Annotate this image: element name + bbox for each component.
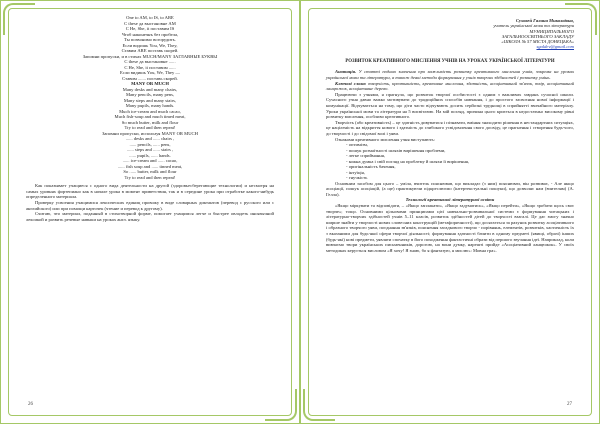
author-block bbox=[326, 18, 574, 50]
left-page-content bbox=[26, 15, 274, 222]
poem-block-1 bbox=[26, 15, 274, 54]
keywords-label: Ключові слова: bbox=[335, 80, 367, 86]
poem-line: С He, She, it поставим ...... bbox=[124, 64, 176, 70]
poem-line: Чтоб наконечнъ без пробела, bbox=[121, 31, 179, 37]
poem-line: One to AM, to IS, to ARE bbox=[126, 15, 174, 20]
list-item: - пошук розмаїтності шляхів вирішення проблеми, bbox=[346, 148, 574, 154]
body-paragraph: Ознаками креативного мислення учня виступають: bbox=[335, 136, 435, 142]
corner-ornament bbox=[303, 389, 335, 421]
list-item: - гнучкість bbox=[346, 175, 574, 181]
author-line: МУНИЦИПАЛЬНОГО bbox=[529, 28, 574, 34]
poem-line: ...... fish soup and ...... tinned meat, bbox=[117, 163, 183, 169]
poem-line: Try to read and then repeat! bbox=[124, 125, 176, 131]
poem-line: Many pupils, many hands. bbox=[125, 103, 175, 109]
exercise-heading: Запомни пропуски, и в стихах MUCH/MANY ЗАГЛАВНЫЕ БУКВЫ bbox=[82, 53, 218, 59]
poem-line: Try to read and then repeat! bbox=[124, 174, 176, 180]
poem-line: Much ice-cream and much cacao, bbox=[119, 108, 181, 114]
poem-line: С these да выстановне AM bbox=[124, 20, 176, 26]
body-paragraph: Працюючи з учнями, я прагнула, що розвиток творчої особистості є одним з важливих завдань сучасної школи. Сучасного учня давно важко мотивувати до традиційних способів навчання, і до простого засвоєння нової інформації і комунікації. Відчувається на тому, що діти часто відчувають досить серйозні труднощі в сприйнятті звичайного матеріалу. Уроки української мови та літератури на 5 висвітлюю. На мій погляд, причина цього криється в недостатньо високому рівні розвитку мислення, особливо креативного. bbox=[326, 91, 574, 120]
body-paragraph: Считаю, что материал, поданный в стихотворной форме, помогает учащимся легче и быстрее овладеть иноязычной лексикой и развить речевые навыки на уроках англ. языку. bbox=[26, 211, 274, 222]
annotation-text: У статті подано значення про важливість розвитку креативного мислення учнів, зокрема на уроках української мови та літератури, а також деякі методи формування у учнів творчих здібностей і розвитку умінь. bbox=[326, 69, 574, 80]
article-title: РОЗВИТОК КРЕАТИВНОГО МИСЛЕННЯ УЧНІВ НА УРОКАХ УКРАЇНСЬКОЇ ЛІТЕРАТУРИ bbox=[345, 58, 555, 64]
keywords bbox=[326, 81, 574, 92]
poem-line: ...... pencils, ...... pens, bbox=[129, 141, 171, 147]
body-paragraph: «Якщо міркувати та відповідати, – «Якщо заплакати», «Якщо задуматись», «Якщо перейти», «Якщо зробити щось своє творче»; тощо. Основними цільовими принципами цієї навчально-розвивальної системи є формування читацьких і літературно-творчих здібностей учнів 5–11 класів, розвиток здібностей дітей до творчості взагалі. Це дає змогу значно ширше знайти у творчості нових словесних конструкцій (метафоричності), що досягається за рахунок розвитку асоціативного і образного творчого уяви, поєднання зв'язків, пояснення загадкового творчо - порівнянь, елементів, розвитків, хаотичність їх з вказаними для будь-якої сфери творчої діяльності; формування здатності бачити в одному предметі (явищі, образі) інших (будь-які) нові предмети, уявляти спочатку в його походження фантастичні образи від першого звучання ідеї. Наприклад, коли вивчаємо твори українських письменників, дорогою, на вони думку, нарешті прийде «Асоціативний ланцюжок». У своїх методиках керується висловом «Я хочу! Я знаю, бо я фантазую, я мислю»: Мовна гра». bbox=[326, 202, 574, 253]
author-name: Суховей Галина Миколаївна, bbox=[515, 18, 574, 23]
list-item: - інтуїція, bbox=[346, 170, 574, 176]
poem-line: С He, She, it поставим IS bbox=[125, 26, 175, 31]
body-paragraph: Основним засобом для цього – уміла, вчитель пояснював, що викладає (з ним) пояснювач, він розвиває, - Але якщо асоціації, пошук асоціацій, (а ще) практикуючи підкреслюємо (інтертекстуальні пошуки), що дозволяє нам (вчителям) (А. Гелла). bbox=[326, 180, 574, 197]
poem-block-2 bbox=[26, 59, 274, 81]
poem-line: ...... desks and ...... chairs , bbox=[125, 136, 175, 142]
list-item: - оптимізм, bbox=[346, 142, 574, 148]
poem-line: Если видишь You, We, They, bbox=[122, 42, 178, 48]
exercise-heading: Запомни пропуски, используя MANY OR MUCH bbox=[102, 130, 198, 136]
body-paragraph: Проверку усвоения учащимися лексических единиц провожу в виде словарных диктантов (перевод с русского или с английского) или при помощи карточек (чтение и перевод к другому). bbox=[26, 200, 274, 211]
poem-block-3 bbox=[26, 87, 274, 131]
poem-line: Ставим ARE поставь скорей. bbox=[121, 48, 179, 53]
corner-ornament bbox=[265, 389, 297, 421]
right-page bbox=[300, 0, 600, 424]
list-item: - оригінальність бачення, bbox=[346, 164, 574, 170]
author-line: «ШКОЛА № 57 МІСТА ДОНЕЦЬКА» bbox=[501, 39, 574, 45]
body-paragraph: Как показывает учащиеся с одного вида деятельности на другой (здоровьесберегающие технологии) и несмотря на самых уровнях фортепиано как в начале урока в момент приветствия, так и в середине урока при отработке какого-нибудь определенного материала. bbox=[26, 183, 274, 200]
page-number: 26 bbox=[28, 402, 33, 407]
author-line: ЗАГАЛЬНООСВІТНЬОГО ЗАКЛАДУ bbox=[501, 33, 574, 39]
poem-line: С these да выстановне ...... bbox=[124, 59, 176, 65]
poem-line: ...... steps and ...... stairs , bbox=[126, 147, 174, 153]
poem-line: ...... pupils, ...... hands. bbox=[129, 152, 171, 158]
annotation-label: Анотація. bbox=[335, 69, 357, 75]
section-heading: MANY OR MUCH bbox=[131, 81, 169, 87]
poem-line: ...... ice-cream and ...... cacao, bbox=[122, 158, 178, 164]
poem-block-4 bbox=[26, 136, 274, 180]
author-line: учитель української мови та літератури bbox=[493, 23, 574, 29]
poem-line: Если видишь You, We, They — bbox=[119, 70, 180, 76]
keywords-text: творчість, креативність, креативне мислення, здатність, асоціативний зв'язок, твір, асоціативний ланцюжок, асоціативне дерево. bbox=[326, 80, 574, 92]
poem-line: Ставим ....... поставь скорей. bbox=[122, 75, 178, 81]
list-item: - кожна думка і свій погляд на проблему й шляхи її вирішення, bbox=[346, 159, 574, 165]
poem-line: Many steps and many stairs, bbox=[123, 97, 177, 103]
page-number: 27 bbox=[567, 402, 572, 407]
poem-line: So much butter, milk and flour bbox=[121, 119, 179, 125]
list-item: - легке сприймання, bbox=[346, 153, 574, 159]
annotation bbox=[326, 69, 574, 80]
poem-line: Many desks and many chairs, bbox=[122, 86, 178, 92]
body-paragraph: Творчість (або креативність) – це здатність дивуватися і пізнавати, вміння знаходити рішення в нестандартних ситуаціях, це націленість на відкриття нового і здатність до глибокого усвідомлення свого досвіду, це прагнення і створення будь-чого, до творчості і до свідомої волі і уяви. bbox=[326, 119, 574, 136]
right-page-content bbox=[326, 18, 574, 253]
section-subheading: Технології креативної літературної освіти bbox=[405, 197, 495, 203]
poem-line: Many pencils, many pens, bbox=[125, 92, 175, 98]
author-email-link[interactable]: sgaldev@gmail.com bbox=[536, 44, 574, 50]
traits-list bbox=[326, 142, 574, 181]
poem-line: So ...... butter, milk and flour bbox=[123, 169, 177, 175]
poem-line: Ты позвонимо вогорудить. bbox=[124, 37, 176, 42]
poem-line: Much fish-soup and much timed meat, bbox=[114, 114, 186, 120]
